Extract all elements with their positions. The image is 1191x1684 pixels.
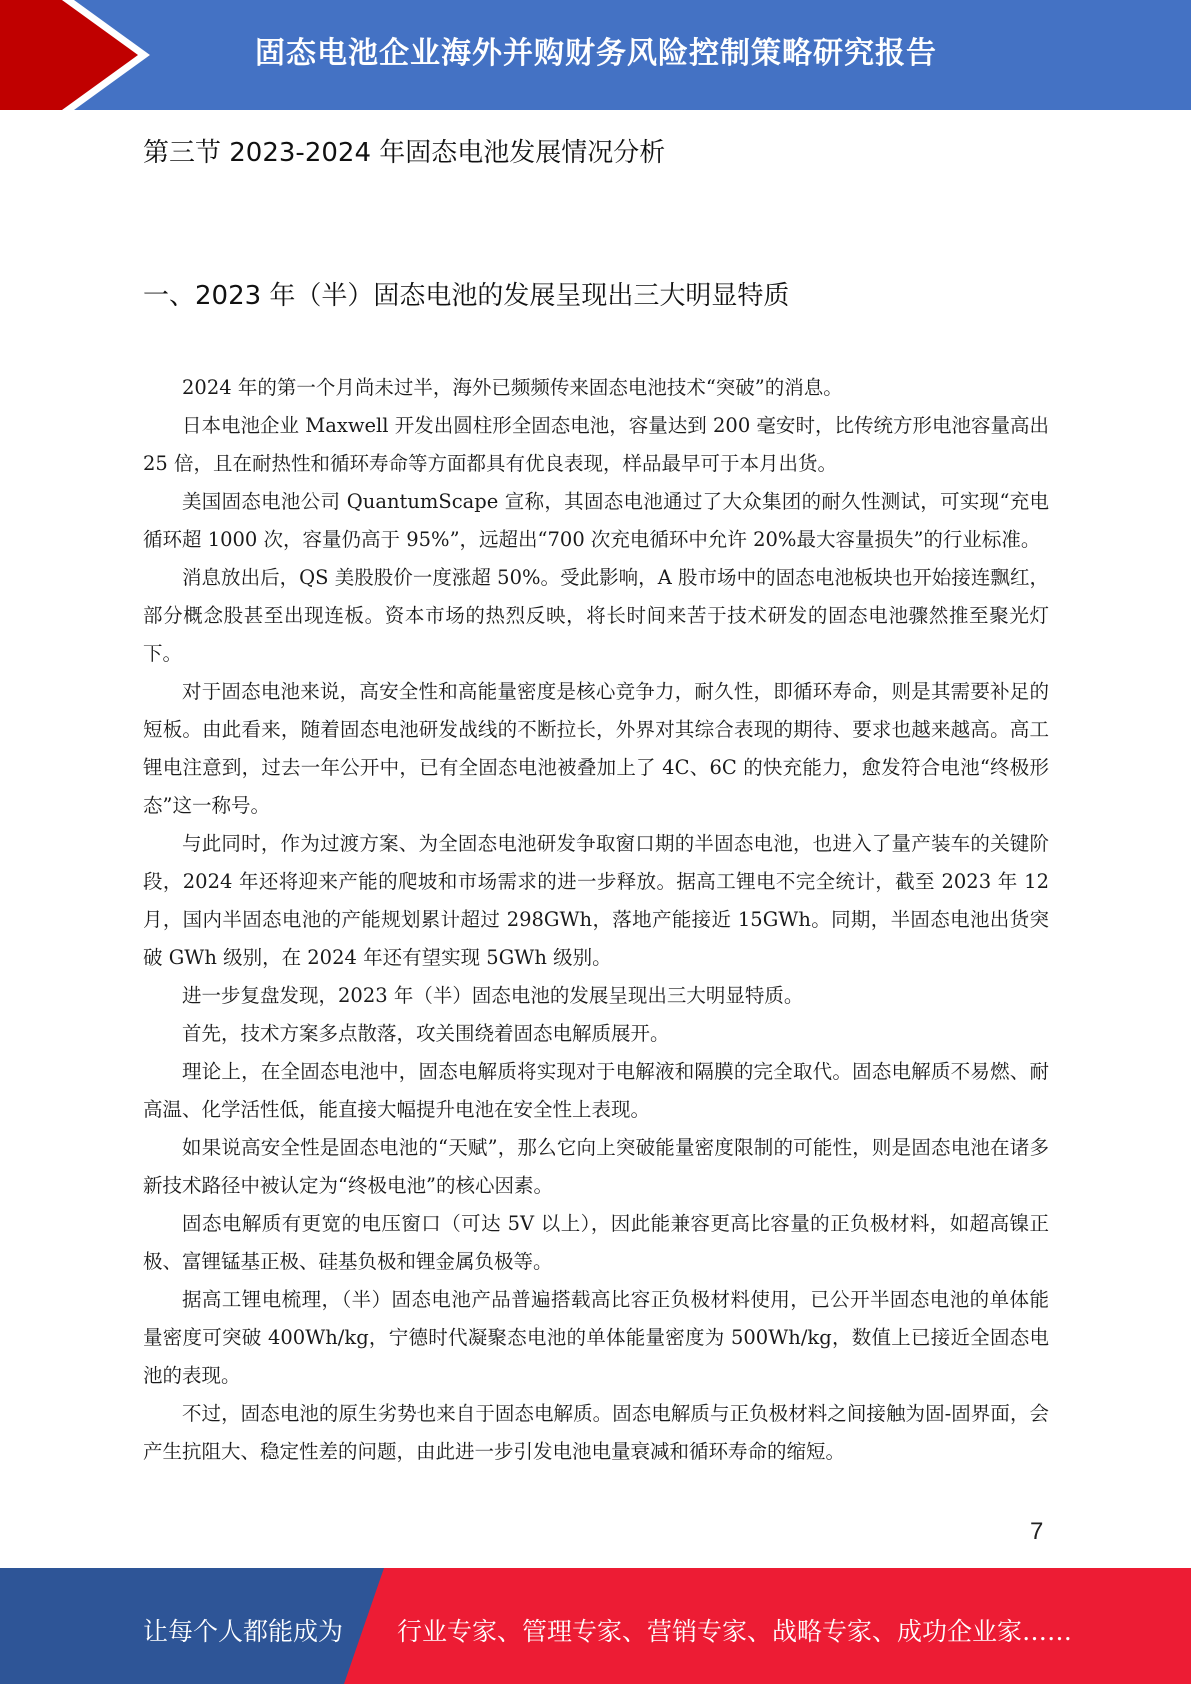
paragraph: 对于固态电池来说，高安全性和高能量密度是核心竞争力，耐久性，即循环寿命，则是其需要补足的短板。由此看来，随着固态电池研发战线的不断拉长，外界对其综合表现的期待、要求也越来越高。高工锂电注意到，过去一年公开中，已有全固态电池被叠加上了 4C、6C 的快充能力，愈发符合电池“终极形态”这一称号。 <box>143 680 1049 817</box>
sub-heading: 一、2023 年（半）固态电池的发展呈现出三大明显特质 <box>143 281 790 311</box>
page-footer <box>0 1568 1191 1684</box>
footer-slogan-right: 行业专家、管理专家、营销专家、战略专家、成功企业家…… <box>397 1617 1073 1646</box>
paragraph: 固态电解质有更宽的电压窗口（可达 5V 以上），因此能兼容更高比容量的正负极材料，如超高镍正极、富锂锰基正极、硅基负极和锂金属负极等。 <box>143 1212 1049 1273</box>
page-header <box>0 0 1191 110</box>
page-number: 7 <box>1030 1518 1044 1545</box>
paragraph: 与此同时，作为过渡方案、为全固态电池研发争取窗口期的半固态电池，也进入了量产装车的关键阶段，2024 年还将迎来产能的爬坡和市场需求的进一步释放。据高工锂电不完全统计，截至 2023 年 12 月，国内半固态电池的产能规划累计超过 298GWh，落地产能接近 15GWh。同期，半固态电池出货突破 GWh 级别，在 2024 年还有望实现 5GWh 级别。 <box>143 832 1049 969</box>
paragraph: 美国固态电池公司 QuantumScape 宣称，其固态电池通过了大众集团的耐久性测试，可实现“充电循环超 1000 次，容量仍高于 95%”，远超出“700 次充电循环中允许 20%最大容量损失”的行业标准。 <box>143 490 1049 551</box>
paragraph: 日本电池企业 Maxwell 开发出圆柱形全固态电池，容量达到 200 毫安时，比传统方形电池容量高出 25 倍，且在耐热性和循环寿命等方面都具有优良表现，样品最早可于本月出货。 <box>143 414 1049 475</box>
paragraph: 据高工锂电梳理，（半）固态电池产品普遍搭载高比容正负极材料使用，已公开半固态电池的单体能量密度可突破 400Wh/kg，宁德时代凝聚态电池的单体能量密度为 500Wh/kg，数值上已接近全固态电池的表现。 <box>143 1288 1049 1387</box>
paragraph: 进一步复盘发现，2023 年（半）固态电池的发展呈现出三大明显特质。 <box>182 984 804 1007</box>
footer-slogan-left: 让每个人都能成为 <box>143 1617 344 1646</box>
paragraph: 不过，固态电池的原生劣势也来自于固态电解质。固态电解质与正负极材料之间接触为固-固界面，会产生抗阻大、稳定性差的问题，由此进一步引发电池电量衰减和循环寿命的缩短。 <box>143 1402 1049 1463</box>
report-title: 固态电池企业海外并购财务风险控制策略研究报告 <box>255 36 937 71</box>
paragraph: 消息放出后，QS 美股股价一度涨超 50%。受此影响，A 股市场中的固态电池板块也开始接连飘红，部分概念股甚至出现连板。资本市场的热烈反映，将长时间来苦于技术研发的固态电池骤然推至聚光灯下。 <box>143 566 1049 665</box>
body-text <box>143 369 1049 1471</box>
paragraph: 如果说高安全性是固态电池的“天赋”，那么它向上突破能量密度限制的可能性，则是固态电池在诸多新技术路径中被认定为“终极电池”的核心因素。 <box>143 1136 1049 1197</box>
section-title: 第三节 2023-2024 年固态电池发展情况分析 <box>143 138 666 168</box>
paragraph: 2024 年的第一个月尚未过半，海外已频频传来固态电池技术“突破”的消息。 <box>182 376 843 399</box>
paragraph: 理论上，在全固态电池中，固态电解质将实现对于电解液和隔膜的完全取代。固态电解质不易燃、耐高温、化学活性低，能直接大幅提升电池在安全性上表现。 <box>143 1060 1049 1121</box>
paragraph: 首先，技术方案多点散落，攻关围绕着固态电解质展开。 <box>182 1022 670 1045</box>
